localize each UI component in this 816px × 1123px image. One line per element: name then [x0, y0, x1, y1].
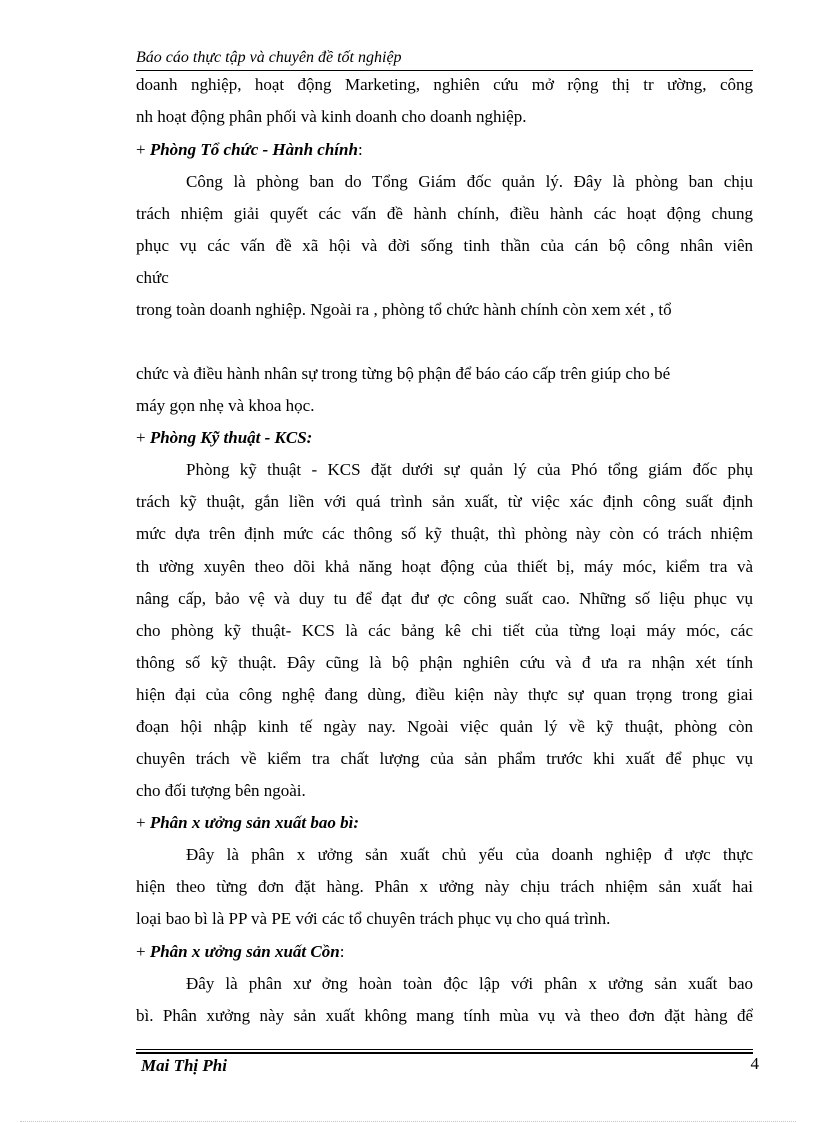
paragraph-line: Phòng kỹ thuật - KCS đặt dưới sự quản lý của Phó tổng giám đốc phụ: [186, 460, 753, 479]
paragraph-line: thông số kỹ thuật. Đây cũng là bộ phận nghiên cứu và đ ưa ra nhận xét tính: [136, 653, 753, 672]
section-heading-phong-to-chuc: + Phòng Tổ chức - Hành chính:: [136, 140, 363, 159]
paragraph-line: chức và điều hành nhân sự trong từng bộ phận để báo cáo cấp trên giúp cho bé: [136, 364, 671, 383]
paragraph-line: trách nhiệm giải quyết các vấn đề hành chính, điều hành các hoạt động chung: [136, 204, 753, 223]
paragraph-line: Đây là phân x ưởng sản xuất chủ yếu của doanh nghiệp đ ược thực: [186, 845, 753, 864]
section-heading-phong-ky-thuat: + Phòng Kỹ thuật - KCS:: [136, 428, 313, 447]
page-number: 4: [750, 1054, 759, 1073]
paragraph-line: Công là phòng ban do Tổng Giám đốc quản lý. Đây là phòng ban chịu: [186, 172, 753, 191]
paragraph-line: nâng cấp, bảo vệ và duy tu để đạt đư ợc công suất cao. Những số liệu phục vụ: [136, 589, 753, 608]
paragraph-line: mức dựa trên định mức các thông số kỹ thuật, thì phòng này còn có trách nhiệm: [136, 524, 753, 543]
section-heading-phan-xuong-con: + Phân x ưởng sản xuất Cồn:: [136, 942, 345, 961]
page-edge-divider: [20, 1121, 796, 1122]
paragraph-line: phục vụ các vấn đề xã hội và đời sống tinh thần của cán bộ công nhân viên: [136, 236, 753, 255]
paragraph-line: trách kỹ thuật, gắn liền với quá trình sản xuất, từ việc xác định công suất định: [136, 492, 753, 511]
paragraph-line: Đây là phân xư ởng hoàn toàn độc lập với phân x ưởng sản xuất bao: [186, 974, 753, 993]
paragraph-line: doanh nghiệp, hoạt động Marketing, nghiên cứu mở rộng thị tr ường, công: [136, 75, 753, 94]
paragraph-line: máy gọn nhẹ và khoa học.: [136, 396, 315, 415]
paragraph-line: nh hoạt động phân phối và kinh doanh cho doanh nghiệp.: [136, 107, 527, 126]
paragraph-line: hiện theo từng đơn đặt hàng. Phân x ưởng này chịu trách nhiệm sản xuất hai: [136, 877, 753, 896]
paragraph-line: loại bao bì là PP và PE với các tổ chuyên trách phục vụ cho quá trình.: [136, 909, 611, 928]
paragraph-line: cho phòng kỹ thuật- KCS là các bảng kê chi tiết của từng loại máy móc, các: [136, 621, 753, 640]
paragraph-line: hiện đại của công nghệ đang dùng, điều kiện này thực sự quan trọng trong giai: [136, 685, 753, 704]
paragraph-line: bì. Phân xưởng này sản xuất không mang tính mùa vụ và theo đơn đặt hàng để: [136, 1006, 753, 1025]
paragraph-line: th ường xuyên theo dõi khả năng hoạt động của thiết bị, máy móc, kiểm tra và: [136, 557, 753, 576]
footer-rule: [136, 1052, 753, 1054]
footer-author: Mai Thị Phi: [141, 1056, 227, 1075]
page-header-title: Báo cáo thực tập và chuyên đề tốt nghiệp: [136, 49, 402, 66]
header-rule: [136, 70, 753, 71]
footer-rule: [136, 1049, 753, 1050]
section-heading-phan-xuong-bao-bi: + Phân x ưởng sản xuất bao bì:: [136, 813, 360, 832]
paragraph-line: chuyên trách về kiểm tra chất lượng của sản phẩm trước khi xuất để phục vụ: [136, 749, 753, 768]
paragraph-line: đoạn hội nhập kinh tế ngày nay. Ngoài việc quản lý về kỹ thuật, phòng còn: [136, 717, 753, 736]
paragraph-line: chức: [136, 268, 169, 287]
paragraph-line: cho đối tượng bên ngoài.: [136, 781, 306, 800]
paragraph-line: trong toàn doanh nghiệp. Ngoài ra , phòng tổ chức hành chính còn xem xét , tổ: [136, 300, 672, 319]
